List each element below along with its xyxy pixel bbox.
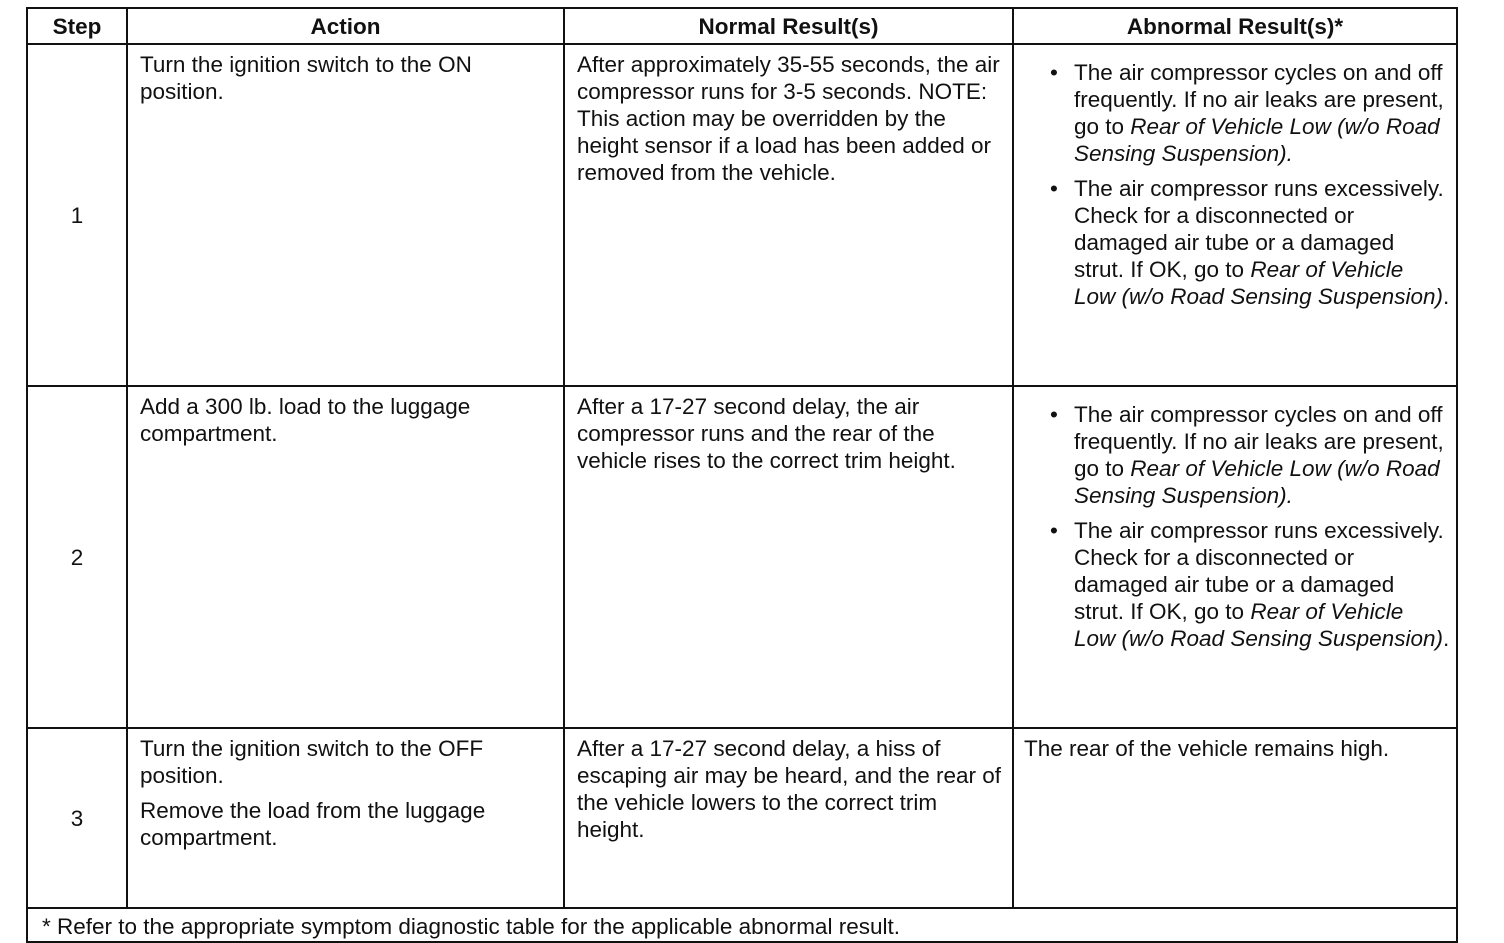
action-text: Turn the ignition switch to the ON position.: [140, 52, 472, 104]
normal-result-cell: [564, 728, 1013, 908]
bullet-icon: •: [1050, 60, 1058, 85]
abnormal-text: The air compressor runs excessively. Check for a disconnected or damaged air tube or a damaged strut. If OK, go to: [1074, 176, 1444, 282]
reference-link: Rear of Vehicle Low (w/o Road Sensing Suspension).: [1074, 114, 1440, 166]
abnormal-text: The air compressor cycles on and off frequently. If no air leaks are present, go to: [1074, 402, 1444, 481]
abnormal-text: The rear of the vehicle remains high.: [1024, 736, 1390, 761]
header-normal-results: Normal Result(s): [564, 8, 1013, 44]
action-cell: [127, 386, 564, 728]
header-abnormal-results: Abnormal Result(s)*: [1013, 8, 1457, 44]
action-text: Turn the ignition switch to the OFF position.: [140, 736, 484, 788]
normal-result-cell: [564, 44, 1013, 386]
action-text: Add a 300 lb. load to the luggage compartment.: [140, 394, 471, 446]
bullet-icon: •: [1050, 176, 1058, 201]
action-cell: [127, 44, 564, 386]
reference-link: Rear of Vehicle Low (w/o Road Sensing Suspension).: [1074, 456, 1440, 508]
footnote: * Refer to the appropriate symptom diagnostic table for the applicable abnormal result.: [27, 908, 1457, 942]
header-step: Step: [27, 8, 127, 44]
table-row: [27, 386, 1457, 728]
action-cell: [127, 728, 564, 908]
normal-result-text: After a 17-27 second delay, a hiss of escaping air may be heard, and the rear of the vehicle lowers to the correct trim height.: [577, 736, 1002, 842]
step-number: 1: [27, 44, 127, 386]
header-action: Action: [127, 8, 564, 44]
table-row: [27, 44, 1457, 386]
reference-link: Rear of Vehicle Low (w/o Road Sensing Suspension): [1074, 599, 1443, 651]
list-item: [1022, 59, 1450, 167]
list-item: [1022, 401, 1450, 509]
abnormal-result-cell: [1013, 44, 1457, 386]
list-item: [1022, 175, 1450, 310]
bullet-icon: •: [1050, 518, 1058, 543]
normal-result-text: After approximately 35-55 seconds, the air compressor runs for 3-5 seconds. NOTE: This action may be overridden by the height sensor if a load has been added or removed from the vehicle.: [577, 52, 1000, 185]
normal-result-text: After a 17-27 second delay, the air compressor runs and the rear of the vehicle rises to the correct trim height.: [577, 394, 956, 473]
abnormal-result-list: [1022, 401, 1450, 652]
diagnostic-table: [26, 7, 1458, 943]
footnote-row: [27, 908, 1457, 942]
abnormal-tail: .: [1442, 284, 1450, 309]
abnormal-text: The air compressor runs excessively. Check for a disconnected or damaged air tube or a damaged strut. If OK, go to: [1074, 518, 1444, 624]
step-number: 2: [27, 386, 127, 728]
abnormal-tail: .: [1442, 626, 1450, 651]
normal-result-cell: [564, 386, 1013, 728]
table-row: [27, 728, 1457, 908]
reference-link: Rear of Vehicle Low (w/o Road Sensing Suspension): [1074, 257, 1443, 309]
action-text: Remove the load from the luggage compartment.: [140, 798, 486, 850]
abnormal-result-cell: [1013, 728, 1457, 908]
bullet-icon: •: [1050, 402, 1058, 427]
abnormal-result-cell: [1013, 386, 1457, 728]
abnormal-result-list: [1022, 59, 1450, 310]
list-item: [1022, 517, 1450, 652]
step-number: 3: [27, 728, 127, 908]
header-row: [27, 8, 1457, 44]
abnormal-text: The air compressor cycles on and off frequently. If no air leaks are present, go to: [1074, 60, 1444, 139]
